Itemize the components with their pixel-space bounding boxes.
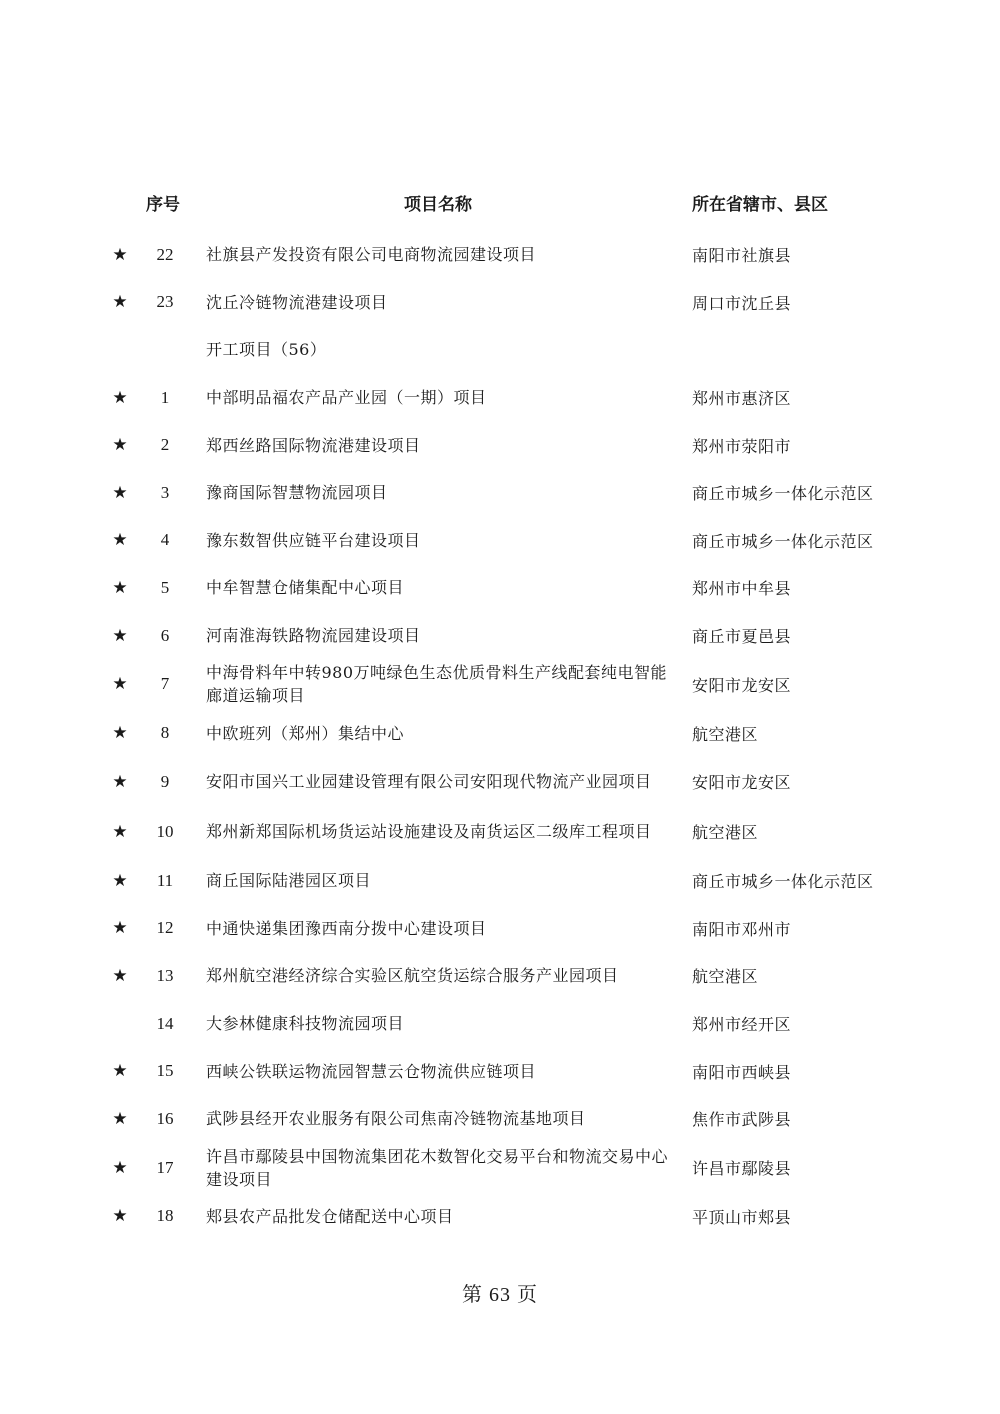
row-project-name: 郑州航空港经济综合实验区航空货运综合服务产业园项目 (206, 966, 619, 986)
row-region: 郑州市荥阳市 (692, 436, 792, 456)
table-row (0, 1047, 1000, 1095)
table-header (0, 186, 1000, 218)
table-row (0, 231, 1000, 279)
table-row (0, 564, 1000, 612)
section-heading-row (0, 326, 1000, 374)
key-project-star-icon: ★ (112, 292, 128, 313)
row-region: 商丘市夏邑县 (692, 627, 792, 647)
page-number: 第 63 页 (462, 1284, 538, 1306)
key-project-star-icon (110, 1000, 130, 1048)
row-project-name: 西峡公铁联运物流园智慧云仓物流供应链项目 (206, 1061, 537, 1081)
row-project-name: 郑西丝路国际物流港建设项目 (206, 435, 421, 455)
row-region: 安阳市龙安区 (692, 773, 792, 793)
key-project-star-icon: ★ (112, 674, 128, 695)
table-row (0, 857, 1000, 905)
key-project-star-icon: ★ (112, 1157, 128, 1178)
row-seq: 2 (160, 435, 170, 455)
table-row (0, 905, 1000, 953)
row-region: 航空港区 (692, 724, 759, 744)
table-row (0, 612, 1000, 660)
row-seq: 13 (156, 965, 174, 985)
row-region: 商丘市城乡一体化示范区 (692, 484, 874, 504)
row-seq: 7 (160, 674, 170, 694)
row-seq: 6 (160, 625, 170, 645)
row-project-name: 商丘国际陆港园区项目 (206, 871, 372, 891)
row-project-name: 中通快递集团豫西南分拨中心建设项目 (206, 918, 487, 938)
header-seq: 序号 (146, 195, 180, 215)
row-project-name: 中部明品福农产品产业园（一期）项目 (206, 388, 487, 408)
table-row (0, 807, 1000, 857)
row-seq: 1 (160, 387, 170, 407)
table-row (0, 374, 1000, 422)
row-seq: 17 (156, 1157, 174, 1177)
row-region: 航空港区 (692, 967, 759, 987)
row-project-name: 武陟县经开农业服务有限公司焦南冷链物流基地项目 (206, 1109, 586, 1129)
table-row (0, 421, 1000, 469)
row-seq: 8 (160, 723, 170, 743)
header-region: 所在省辖市、县区 (692, 195, 828, 215)
table-row (0, 1000, 1000, 1048)
row-seq: 22 (156, 244, 174, 264)
row-region: 航空港区 (692, 823, 759, 843)
table-row (0, 757, 1000, 807)
key-project-star-icon: ★ (112, 530, 128, 551)
key-project-star-icon: ★ (112, 771, 128, 792)
row-region: 平顶山市郏县 (692, 1207, 792, 1227)
row-seq: 5 (160, 577, 170, 597)
row-seq: 10 (156, 821, 174, 841)
row-seq: 23 (156, 292, 174, 312)
key-project-star-icon: ★ (112, 965, 128, 986)
table-row (0, 952, 1000, 1000)
row-seq: 4 (160, 530, 170, 550)
row-region (692, 326, 902, 374)
row-project-name: 郑州新郑国际机场货运站设施建设及南货运区二级库工程项目 (206, 822, 652, 842)
table-row (0, 1193, 1000, 1241)
row-region: 郑州市惠济区 (692, 389, 792, 409)
row-region: 商丘市城乡一体化示范区 (692, 531, 874, 551)
table-row (0, 469, 1000, 517)
row-region: 许昌市鄢陵县 (692, 1159, 792, 1178)
row-region: 南阳市社旗县 (692, 246, 792, 266)
key-project-star-icon: ★ (112, 625, 128, 646)
row-project-name: 开工项目（56） (206, 340, 327, 360)
row-project-name: 安阳市国兴工业园建设管理有限公司安阳现代物流产业园项目 (206, 772, 652, 792)
key-project-star-icon: ★ (112, 387, 128, 408)
row-project-name: 中欧班列（郑州）集结中心 (206, 723, 405, 743)
row-region: 安阳市龙安区 (692, 675, 792, 695)
table-row (0, 659, 1000, 709)
row-seq: 3 (160, 482, 170, 502)
row-region: 周口市沈丘县 (692, 293, 792, 313)
table-row (0, 1095, 1000, 1143)
row-project-name: 沈丘冷链物流港建设项目 (206, 292, 388, 312)
row-region: 郑州市中牟县 (692, 579, 792, 599)
key-project-star-icon: ★ (112, 482, 128, 503)
row-seq: 11 (156, 870, 174, 890)
row-project-name: 中牟智慧仓储集配中心项目 (206, 578, 405, 598)
key-project-star-icon: ★ (112, 821, 128, 842)
key-project-star-icon (110, 326, 130, 374)
key-project-star-icon: ★ (112, 577, 128, 598)
row-project-name: 社旗县产发投资有限公司电商物流园建设项目 (206, 245, 537, 265)
row-project-name: 许昌市鄢陵县中国物流集团花木数智化交易平台和物流交易中心建设项目 (206, 1146, 669, 1189)
key-project-star-icon: ★ (112, 918, 128, 939)
project-table (0, 231, 1000, 1240)
row-seq: 15 (156, 1061, 174, 1081)
key-project-star-icon: ★ (112, 723, 128, 744)
row-project-name: 中海骨料年中转980万吨绿色生态优质骨料生产线配套纯电智能廊道运输项目 (206, 663, 668, 706)
table-row (0, 709, 1000, 757)
key-project-star-icon: ★ (112, 1108, 128, 1129)
row-region: 商丘市城乡一体化示范区 (692, 872, 874, 892)
key-project-star-icon: ★ (112, 435, 128, 456)
row-project-name: 河南淮海铁路物流园建设项目 (206, 626, 421, 646)
key-project-star-icon: ★ (112, 1061, 128, 1082)
row-seq: 12 (156, 918, 174, 938)
row-seq: 9 (160, 771, 170, 791)
table-row (0, 279, 1000, 327)
row-project-name: 豫商国际智慧物流园项目 (206, 483, 388, 503)
header-name: 项目名称 (404, 195, 472, 215)
key-project-star-icon: ★ (112, 244, 128, 265)
row-seq: 18 (156, 1206, 174, 1226)
key-project-star-icon: ★ (112, 870, 128, 891)
row-seq: 16 (156, 1108, 174, 1128)
key-project-star-icon: ★ (112, 1206, 128, 1227)
row-project-name: 郏县农产品批发仓储配送中心项目 (206, 1206, 454, 1226)
row-region: 郑州市经开区 (692, 1015, 792, 1035)
row-seq (145, 326, 185, 374)
row-project-name: 大参林健康科技物流园项目 (206, 1014, 405, 1034)
table-row (0, 1143, 1000, 1193)
row-region: 焦作市武陟县 (692, 1110, 792, 1130)
row-region: 南阳市西峡县 (692, 1062, 792, 1082)
table-row (0, 517, 1000, 565)
row-project-name: 豫东数智供应链平台建设项目 (206, 530, 421, 550)
row-seq: 14 (156, 1013, 174, 1033)
row-region: 南阳市邓州市 (692, 919, 792, 939)
